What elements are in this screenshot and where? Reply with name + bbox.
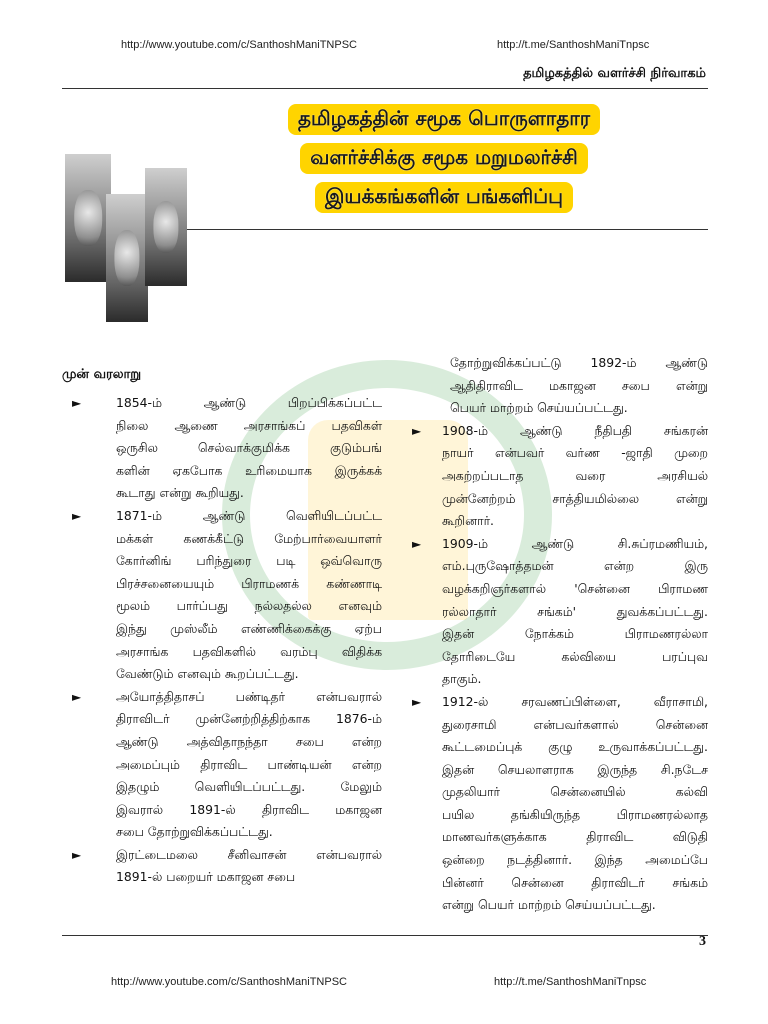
portrait-image-2 [106, 194, 148, 322]
text-line: அகற்றப்படாத வரை அரசியல் [442, 467, 708, 483]
text-line: இந்து முஸ்லீம் எண்ணிக்கைக்கு ஏற்ப [116, 620, 382, 636]
text-line: ஒன்றை நடத்தினார். இந்த அமைப்பே [442, 852, 708, 868]
text-line: முன்னேற்றம் சாத்தியமில்லை என்று [442, 490, 708, 506]
text-line: கோர்னிங் பரிந்துரை படி ஒவ்வொரு [116, 553, 382, 569]
header-rule [62, 88, 708, 89]
text-line: 1909-ம் ஆண்டு சி.சுப்ரமணியம், [442, 535, 708, 551]
text-line: கூட்டமைப்புக் குழு உருவாக்கப்பட்டது. [442, 739, 708, 755]
text-line: அரசாங்க பதவிகளில் வரம்பு விதிக்க [116, 643, 382, 659]
text-line: அயோத்திதாசப் பண்டிதர் என்பவரால் [116, 688, 382, 704]
text-line: வழக்கறிஞர்களால் 'சென்னை பிராமண [442, 580, 708, 596]
text-line: 1854-ம் ஆண்டு பிறப்பிக்கப்பட்ட [116, 395, 382, 410]
text-line: களின் ஏகபோக உரிமையாக இருக்கக் [116, 462, 382, 478]
footer-youtube-link[interactable]: http://www.youtube.com/c/SanthoshManiTNPSC [111, 976, 347, 988]
title-line: இயக்கங்களின் பங்களிப்பு [315, 182, 573, 213]
text-line: என்று பெயர் மாற்றம் செய்யப்பட்டது. [442, 897, 656, 913]
text-line: பெயர் மாற்றம் செய்யப்பட்டது. [450, 400, 628, 416]
header-youtube-link[interactable]: http://www.youtube.com/c/SanthoshManiTNPSC [121, 39, 357, 51]
text-line: இதன் செயலாளராக இருந்த சி.நடேச [442, 761, 708, 777]
text-line: முதலியார் சென்னையில் கல்வி [442, 784, 708, 800]
text-line: 1891-ல் பறையர் மகாஜன சபை [116, 869, 296, 885]
text-line: அமைப்பும் திராவிட பாண்டியன் என்ற [116, 756, 382, 772]
left-column [62, 364, 382, 889]
text-line: எம்.புருஷோத்தமன் என்ற இரு [442, 558, 708, 574]
footer-rule [62, 935, 708, 936]
bullet-icon: ► [412, 694, 422, 709]
header-telegram-link[interactable]: http://t.me/SanthoshManiTnpsc [497, 39, 650, 51]
text-line: 1912-ல் சரவணப்பிள்ளை, வீராசாமி, [442, 693, 708, 709]
page-number: 3 [699, 934, 706, 949]
text-line: 1908-ம் ஆண்டு நீதிபதி சங்கரன் [442, 422, 708, 438]
text-line: இவரால் 1891-ல் திராவிட மகாஜன [116, 801, 382, 817]
section-title: முன் வரலாறு [62, 367, 142, 382]
text-line: கூடாது என்று கூறியது. [116, 485, 244, 501]
left-bullet-list [62, 392, 382, 889]
running-title: தமிழகத்தில் வளர்ச்சி நிர்வாகம் [523, 66, 706, 81]
text-line: தோற்றுவிக்கப்பட்டு 1892-ம் ஆண்டு [450, 355, 708, 370]
text-line: ஆண்டு அத்விதாநந்தா சபை என்ற [116, 733, 382, 749]
text-line: பயில தங்கியிருந்த பிராமணரல்லாத [442, 806, 708, 822]
continued-paragraph [406, 352, 708, 420]
portrait-image-1 [65, 154, 111, 282]
title-rule [187, 229, 708, 230]
text-line: திராவிடர் முன்னேற்றித்திற்காக 1876-ம் [116, 711, 382, 727]
title-line: வளர்ச்சிக்கு சமூக மறுமலர்ச்சி [300, 143, 587, 174]
text-line: தாகும். [442, 671, 482, 687]
list-item [62, 844, 382, 889]
text-line: இரட்டைமலை சீனிவாசன் என்பவரால் [116, 846, 382, 862]
text-line: மாணவர்களுக்காக திராவிட விடுதி [442, 829, 708, 845]
text-line: துரைசாமி என்பவர்களால் சென்னை [442, 716, 708, 732]
bullet-icon: ► [72, 847, 82, 862]
list-item [406, 533, 708, 691]
text-line: பிரச்சனையையும் பிராமணக் கண்ணாடி [116, 575, 382, 591]
text-line: ஒருசில செல்வாக்குமிக்க குடும்பங் [116, 440, 382, 456]
text-line: கூறினார். [442, 513, 494, 529]
portrait-image-3 [145, 168, 187, 286]
list-item [62, 686, 382, 844]
text-line: நிலை ஆணை அரசாங்கப் பதவிகள் [116, 417, 382, 433]
bullet-icon: ► [412, 536, 422, 551]
right-bullet-list [406, 420, 708, 917]
text-line: தோரிடையே கல்வியை பரப்புவ [442, 648, 708, 664]
footer-telegram-link[interactable]: http://t.me/SanthoshManiTnpsc [494, 976, 647, 988]
right-column [406, 352, 708, 917]
list-item [406, 420, 708, 533]
bullet-icon: ► [72, 396, 82, 410]
text-line: வேண்டும் எனவும் கூறப்பட்டது. [116, 666, 299, 682]
text-line: மக்கள் கணக்கீட்டு மேற்பார்வையாளர் [116, 530, 382, 546]
title-line: தமிழகத்தின் சமூக பொருளாதார [288, 104, 600, 135]
bullet-icon: ► [72, 689, 82, 704]
text-line: ரல்லாதார் சங்கம்' துவக்கப்பட்டது. [442, 603, 708, 619]
bullet-icon: ► [72, 508, 82, 523]
text-line: 1871-ம் ஆண்டு வெளியிடப்பட்ட [116, 507, 382, 523]
text-line: சபை தோற்றுவிக்கப்பட்டது. [116, 824, 273, 840]
text-line: இதழும் வெளியிடப்பட்டது. மேலும் [116, 779, 382, 795]
text-line: பின்னர் சென்னை திராவிடர் சங்கம் [442, 874, 708, 890]
text-line: இதன் நோக்கம் பிராமணரல்லா [442, 626, 708, 642]
text-line: ஆதிதிராவிட மகாஜன சபை என்று [450, 377, 708, 393]
chapter-title [234, 104, 654, 221]
list-item [406, 691, 708, 917]
text-line: நாயர் என்பவர் வர்ண -ஜாதி முறை [442, 445, 708, 461]
text-line: மூலம் பார்ப்பது நல்லதல்ல எனவும் [116, 598, 382, 614]
list-item [62, 392, 382, 505]
list-item [62, 505, 382, 686]
bullet-icon: ► [412, 423, 422, 438]
